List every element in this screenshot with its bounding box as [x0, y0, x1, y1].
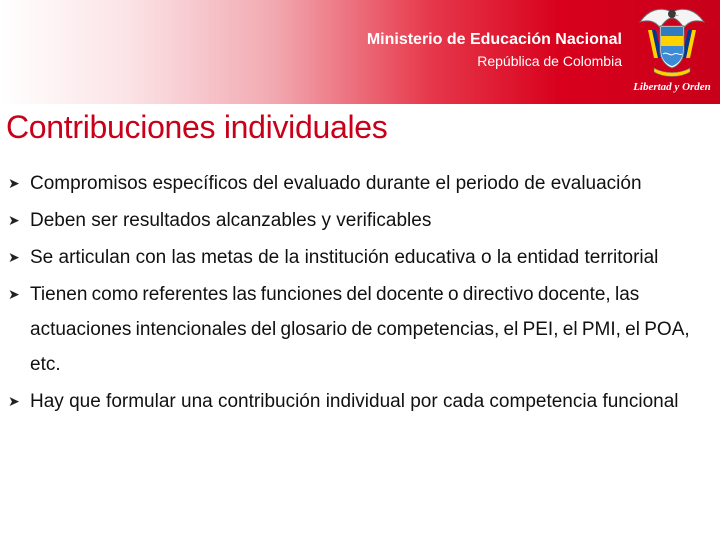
bullet-text: Deben ser resultados alcanzables y verificables [30, 210, 432, 231]
arrowhead-bullet-icon: ➤ [8, 286, 20, 302]
bullet-item [8, 277, 714, 382]
bullet-text: Compromisos específicos del evaluado durante el periodo de evaluación [30, 173, 642, 194]
bullet-list [8, 166, 714, 421]
ministry-subtitle: República de Colombia [477, 53, 622, 69]
header-banner [0, 0, 720, 104]
arrowhead-bullet-icon: ➤ [8, 212, 20, 228]
arrowhead-bullet-icon: ➤ [8, 393, 20, 409]
bullet-text: Tienen como referentes las funciones del docente o directivo docente, las actuaciones intencionales del glosario de competencias, el PEI, el PMI, el POA, etc. [30, 284, 690, 375]
bullet-item [8, 384, 714, 419]
national-motto: Libertad y Orden [633, 81, 711, 93]
arrowhead-bullet-icon: ➤ [8, 249, 20, 265]
slide-title: Contribuciones individuales [6, 109, 388, 145]
arrowhead-bullet-icon: ➤ [8, 175, 20, 191]
bullet-text: Hay que formular una contribución individual por cada competencia funcional [30, 391, 679, 412]
bullet-item [8, 166, 714, 201]
colombia-coat-of-arms-icon [634, 4, 710, 80]
bullet-item [8, 203, 714, 238]
bullet-item [8, 240, 714, 275]
bullet-text: Se articulan con las metas de la institución educativa o la entidad territorial [30, 247, 659, 268]
ministry-title: Ministerio de Educación Nacional [366, 31, 622, 48]
